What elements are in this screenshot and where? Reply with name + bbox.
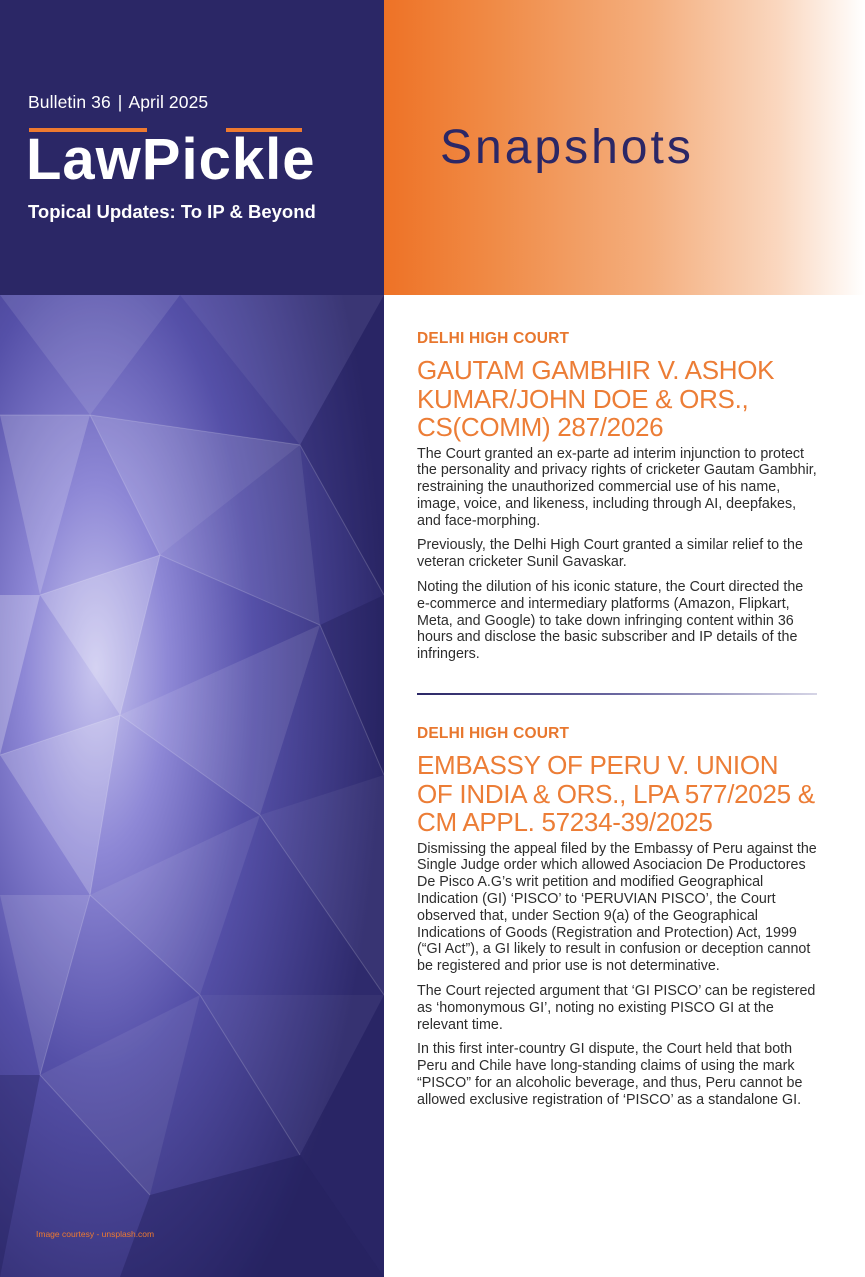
section-title: Snapshots	[440, 121, 694, 174]
article-paragraph: Previously, the Delhi High Court granted a similar relief to the veteran cricketer Sunil Gavaskar.	[417, 537, 803, 571]
bulletin-date: April 2025	[128, 92, 209, 112]
masthead	[0, 0, 384, 295]
court-name: DELHI HIGH COURT	[417, 330, 570, 347]
court-name: DELHI HIGH COURT	[417, 725, 570, 743]
article-paragraph: In this first inter-country GI dispute, the Court held that both Peru and Chile have long-standing claims of using the mark “PISCO” for an alcoholic beverage, and thus, Peru cannot be allowed exclusive registration of ‘PISCO’ as a standalone GI.	[417, 1041, 803, 1108]
bulletin-separator: |	[117, 92, 123, 112]
lawpickle-logo	[26, 122, 371, 192]
case-title: EMBASSY OF PERU V. UNION OF INDIA & ORS., LPA 577/2025 & CM APPL. 57234-39/2025	[417, 750, 815, 838]
section-divider	[417, 693, 817, 695]
bulletin-info	[28, 92, 208, 113]
bulletin-number: Bulletin 36	[28, 92, 111, 112]
logo-wordmark: LawPickle	[26, 127, 316, 192]
article-paragraph: The Court granted an ex-parte ad interim injunction to protect the personality and privacy rights of cricketer Gautam Gambhir, restraining the unauthorized commercial use of his name, image, voice, and likeness, including through AI, deepfakes, and face-morphing.	[417, 445, 817, 529]
tagline: Topical Updates: To IP & Beyond	[28, 201, 316, 222]
decorative-polygon-image	[0, 295, 384, 1277]
section-banner	[384, 0, 865, 295]
case-title: GAUTAM GAMBHIR V. ASHOK KUMAR/JOHN DOE & ORS., CS(COMM) 287/2026	[417, 355, 775, 442]
article-paragraph: Noting the dilution of his iconic stature, the Court directed the e-commerce and intermediary platforms (Amazon, Flipkart, Meta, and Google) to take down infringing content within 36 hours and disclose the basic subscriber and IP details of the infringers.	[417, 579, 804, 663]
image-credit: Image courtesy - unsplash.com	[36, 1229, 155, 1239]
article-paragraph: The Court rejected argument that ‘GI PISCO’ can be registered as ‘homonymous GI’, noting no existing PISCO GI at the relevant time.	[417, 982, 816, 1033]
content-column	[417, 330, 817, 1109]
article-paragraph: Dismissing the appeal filed by the Embassy of Peru against the Single Judge order which allowed Asociacion De Productores De Pisco A.G’s writ petition and modified Geographical Indication (GI) ‘PISCO’ to ‘PERUVIAN PISCO’, the Court observed that, under Section 9(a) of the Geographical Indications of Goods (Registration and Protection) Act, 1999 (“GI Act”), a GI likely to result in confusion or deception cannot be registered and prior use is not determinative.	[417, 840, 817, 975]
article	[417, 725, 817, 1108]
article	[417, 330, 817, 663]
polygon-art	[0, 295, 384, 1277]
